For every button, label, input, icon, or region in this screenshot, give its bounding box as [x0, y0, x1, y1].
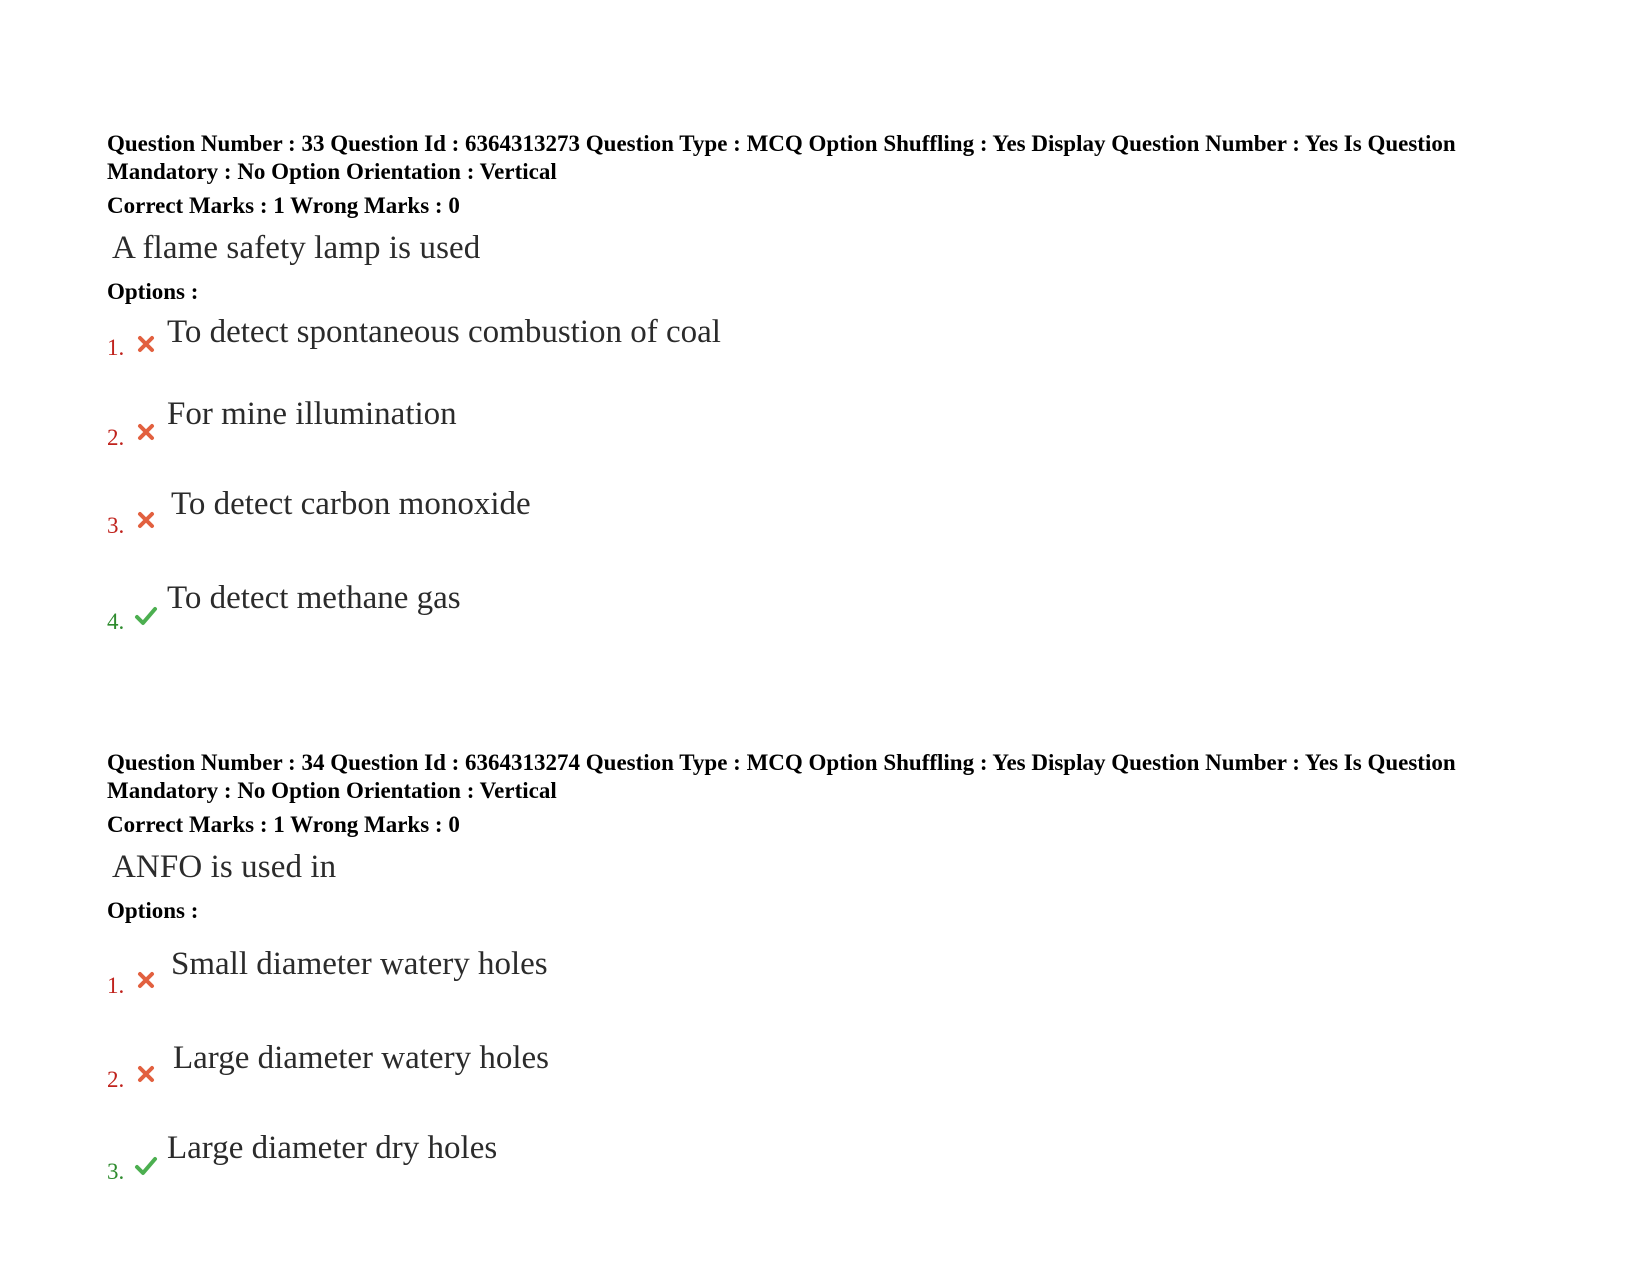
- option-number: 1.: [107, 973, 125, 998]
- option-number: 4.: [107, 609, 125, 634]
- option-number: 2.: [107, 425, 125, 450]
- cross-icon: [134, 1062, 158, 1086]
- option-text: Large diameter watery holes: [173, 1040, 549, 1076]
- check-icon: [134, 1154, 158, 1178]
- question-text: ANFO is used in: [112, 849, 337, 885]
- option-number: 3.: [107, 513, 125, 538]
- option-text: For mine illumination: [167, 396, 457, 432]
- question-block: [107, 749, 1547, 925]
- question-marks: Correct Marks : 1 Wrong Marks : 0: [107, 812, 460, 837]
- option-text: Small diameter watery holes: [171, 946, 548, 982]
- question-text: A flame safety lamp is used: [112, 230, 481, 266]
- option-text: To detect methane gas: [167, 580, 461, 616]
- check-icon: [134, 604, 158, 628]
- options-list: [107, 946, 1547, 1212]
- question-header: Question Number : 33 Question Id : 6364313273 Question Type : MCQ Option Shuffling : Yes Display Question Number : Yes Is Question Mandatory : No Option Orientation : Vertical: [107, 131, 1456, 184]
- options-list: [107, 314, 1547, 660]
- question-block: [107, 130, 1547, 306]
- cross-icon: [134, 508, 158, 532]
- options-label: Options :: [107, 898, 199, 923]
- cross-icon: [134, 968, 158, 992]
- question-header: Question Number : 34 Question Id : 6364313274 Question Type : MCQ Option Shuffling : Yes Display Question Number : Yes Is Question Mandatory : No Option Orientation : Vertical: [107, 750, 1456, 803]
- option-text: Large diameter dry holes: [167, 1130, 498, 1166]
- cross-icon: [134, 332, 158, 356]
- option-text: To detect spontaneous combustion of coal: [167, 314, 721, 350]
- option-number: 2.: [107, 1067, 125, 1092]
- question-marks: Correct Marks : 1 Wrong Marks : 0: [107, 193, 460, 218]
- cross-icon: [134, 420, 158, 444]
- option-number: 1.: [107, 335, 125, 360]
- options-label: Options :: [107, 279, 199, 304]
- option-text: To detect carbon monoxide: [171, 486, 531, 522]
- option-number: 3.: [107, 1159, 125, 1184]
